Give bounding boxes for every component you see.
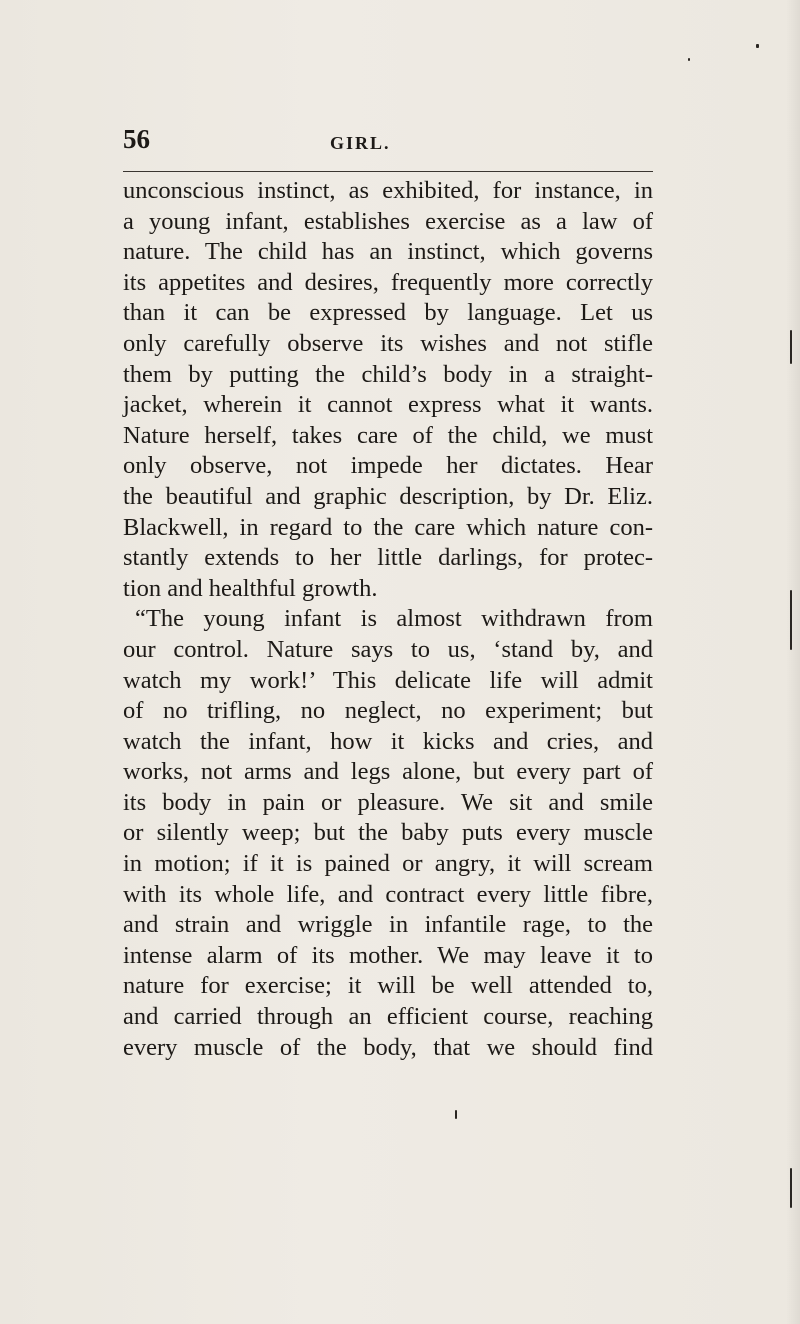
- text-line: jacket, wherein it cannot express what it wants.: [123, 391, 653, 419]
- text-line: unconscious instinct, as exhibited, for instance, in: [123, 177, 653, 204]
- text-line: only observe, not impede her dictates. Hear: [123, 452, 653, 480]
- text-line: than it can be expressed by language. Let us: [123, 299, 653, 327]
- text-line: our control. Nature says to us, ‘stand by, and: [123, 635, 653, 663]
- text-line: nature for exercise; it will be well attended to,: [123, 972, 653, 1000]
- text-line: them by putting the child’s body in a straight-: [123, 360, 653, 388]
- text-line: stantly extends to her little darlings, for protec-: [123, 544, 653, 572]
- text-line: in motion; if it is pained or angry, it will scream: [123, 850, 653, 878]
- margin-mark: [790, 330, 792, 364]
- text-line: or silently weep; but the baby puts every muscle: [123, 819, 653, 847]
- text-line: with its whole life, and contract every little fibre,: [123, 880, 653, 908]
- running-head: [123, 124, 653, 154]
- text-line: of no trifling, no neglect, no experiment; but: [123, 697, 653, 725]
- body-text: [123, 176, 653, 1063]
- text-line: a young infant, establishes exercise as a law of: [123, 207, 653, 235]
- text-line: intense alarm of its mother. We may leave it to: [123, 941, 653, 969]
- text-line: watch the infant, how it kicks and cries, and: [123, 727, 653, 755]
- scan-speck: [688, 58, 690, 61]
- text-line: the beautiful and graphic description, by Dr. Eliz.: [123, 482, 653, 510]
- margin-mark: [790, 590, 792, 650]
- text-line: tion and healthful growth.: [123, 574, 378, 602]
- page-edge-shadow: [786, 0, 800, 1324]
- text-line: Nature herself, takes care of the child, we must: [123, 421, 653, 449]
- text-line: Blackwell, in regard to the care which nature con-: [123, 513, 653, 541]
- text-line: “The young infant is almost withdrawn from: [135, 605, 653, 633]
- text-line: watch my work!’ This delicate life will admit: [123, 666, 653, 694]
- text-line: nature. The child has an instinct, which governs: [123, 238, 653, 266]
- margin-mark: [790, 1168, 792, 1208]
- running-title: GIRL.: [330, 133, 391, 153]
- text-line: and carried through an efficient course, reaching: [123, 1003, 653, 1031]
- text-line: only carefully observe its wishes and not stifle: [123, 329, 653, 357]
- scan-speck: [455, 1110, 457, 1119]
- scan-speck: [756, 44, 759, 48]
- text-line: its body in pain or pleasure. We sit and smile: [123, 788, 653, 816]
- header-rule: [123, 171, 653, 172]
- text-line: and strain and wriggle in infantile rage, to the: [123, 911, 653, 939]
- text-line: works, not arms and legs alone, but every part of: [123, 758, 653, 786]
- text-line: every muscle of the body, that we should find: [123, 1033, 653, 1061]
- page-number: 56: [123, 124, 150, 154]
- text-line: its appetites and desires, frequently more correctly: [123, 268, 653, 296]
